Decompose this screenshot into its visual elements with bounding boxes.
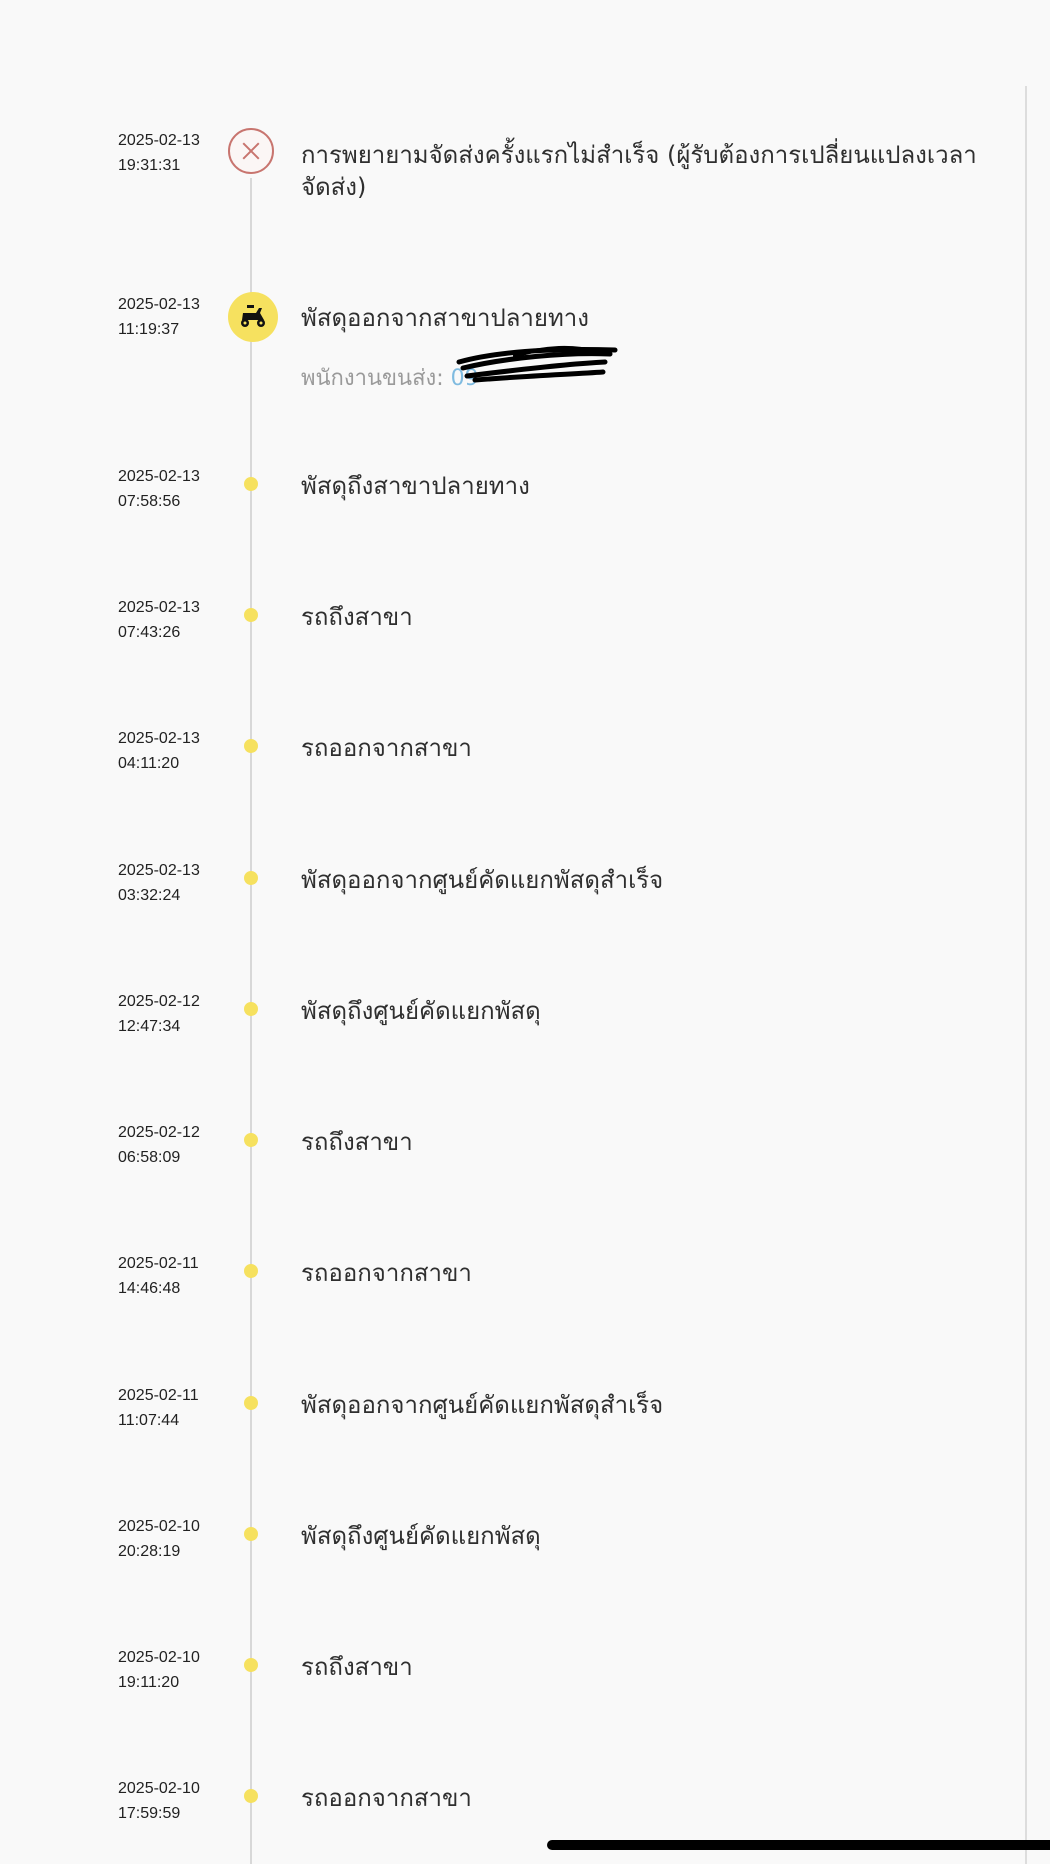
event-timestamp [118, 989, 200, 1039]
timeline-dot [244, 1396, 258, 1410]
event-title: รถถึงสาขา [301, 1128, 413, 1156]
redaction-scribble [455, 342, 620, 387]
event-date: 2025-02-10 [118, 1649, 200, 1666]
event-date: 2025-02-10 [118, 1780, 200, 1797]
event-title: รถออกจากสาขา [301, 1784, 472, 1812]
event-date: 2025-02-13 [118, 468, 200, 485]
event-title: พัสดุถึงศูนย์คัดแยกพัสดุ [301, 997, 541, 1025]
event-time: 17:59:59 [118, 1805, 181, 1822]
courier-info [301, 360, 479, 395]
event-timestamp [118, 1645, 200, 1695]
event-timestamp [118, 1251, 199, 1301]
event-title: พัสดุออกจากศูนย์คัดแยกพัสดุสำเร็จ [301, 1391, 664, 1419]
event-timestamp [118, 858, 200, 908]
event-date: 2025-02-13 [118, 296, 200, 313]
event-timestamp [118, 726, 200, 776]
timeline-dot [244, 608, 258, 622]
event-date: 2025-02-11 [118, 1387, 199, 1404]
event-date: 2025-02-11 [118, 1255, 199, 1272]
event-timestamp [118, 1776, 200, 1826]
event-time: 19:11:20 [118, 1674, 180, 1691]
timeline-dot [244, 871, 258, 885]
timeline-line [250, 178, 252, 1864]
timeline-dot [244, 477, 258, 491]
home-indicator[interactable] [547, 1840, 1050, 1850]
event-time: 12:47:34 [118, 1018, 181, 1035]
event-time: 07:43:26 [118, 624, 181, 641]
event-title: รถถึงสาขา [301, 1653, 413, 1681]
courier-label: พนักงานขนส่ง: [301, 366, 444, 391]
event-date: 2025-02-12 [118, 993, 200, 1010]
event-title: รถถึงสาขา [301, 603, 413, 631]
event-title: การพยายามจัดส่งครั้งแรกไม่สำเร็จ (ผู้รับต้องการเปลี่ยนแปลงเวลาจัดส่ง) [301, 141, 977, 201]
event-time: 06:58:09 [118, 1149, 181, 1166]
timeline-dot [244, 1264, 258, 1278]
timeline-dot [244, 1002, 258, 1016]
event-timestamp [118, 128, 200, 178]
failed-x-icon [228, 128, 274, 174]
right-divider [1025, 86, 1027, 1864]
event-date: 2025-02-13 [118, 132, 200, 149]
event-time: 11:07:44 [118, 1412, 180, 1429]
event-title: รถออกจากสาขา [301, 734, 472, 762]
event-title: พัสดุถึงสาขาปลายทาง [301, 472, 530, 500]
event-date: 2025-02-13 [118, 730, 200, 747]
event-time: 07:58:56 [118, 493, 181, 510]
timeline-dot [244, 739, 258, 753]
event-timestamp [118, 1120, 200, 1170]
event-time: 20:28:19 [118, 1543, 181, 1560]
timeline-dot [244, 1658, 258, 1672]
event-timestamp [118, 1383, 199, 1433]
event-time: 04:11:20 [118, 755, 180, 772]
event-title: รถออกจากสาขา [301, 1259, 472, 1287]
event-time: 03:32:24 [118, 887, 181, 904]
timeline-dot [244, 1789, 258, 1803]
event-timestamp [118, 1514, 200, 1564]
scooter-icon [228, 292, 278, 342]
event-date: 2025-02-12 [118, 1124, 200, 1141]
courier-phone-link[interactable]: 09 [450, 366, 479, 391]
event-date: 2025-02-10 [118, 1518, 200, 1535]
event-date: 2025-02-13 [118, 862, 200, 879]
event-title: พัสดุออกจากศูนย์คัดแยกพัสดุสำเร็จ [301, 866, 664, 894]
timeline-dot [244, 1133, 258, 1147]
event-time: 14:46:48 [118, 1280, 181, 1297]
event-date: 2025-02-13 [118, 599, 200, 616]
event-timestamp [118, 292, 200, 342]
event-time: 19:31:31 [118, 157, 181, 174]
timeline-dot [244, 1527, 258, 1541]
event-title: พัสดุถึงศูนย์คัดแยกพัสดุ [301, 1522, 541, 1550]
event-time: 11:19:37 [118, 321, 180, 338]
event-timestamp [118, 464, 200, 514]
event-title: พัสดุออกจากสาขาปลายทาง [301, 304, 589, 332]
event-timestamp [118, 595, 200, 645]
